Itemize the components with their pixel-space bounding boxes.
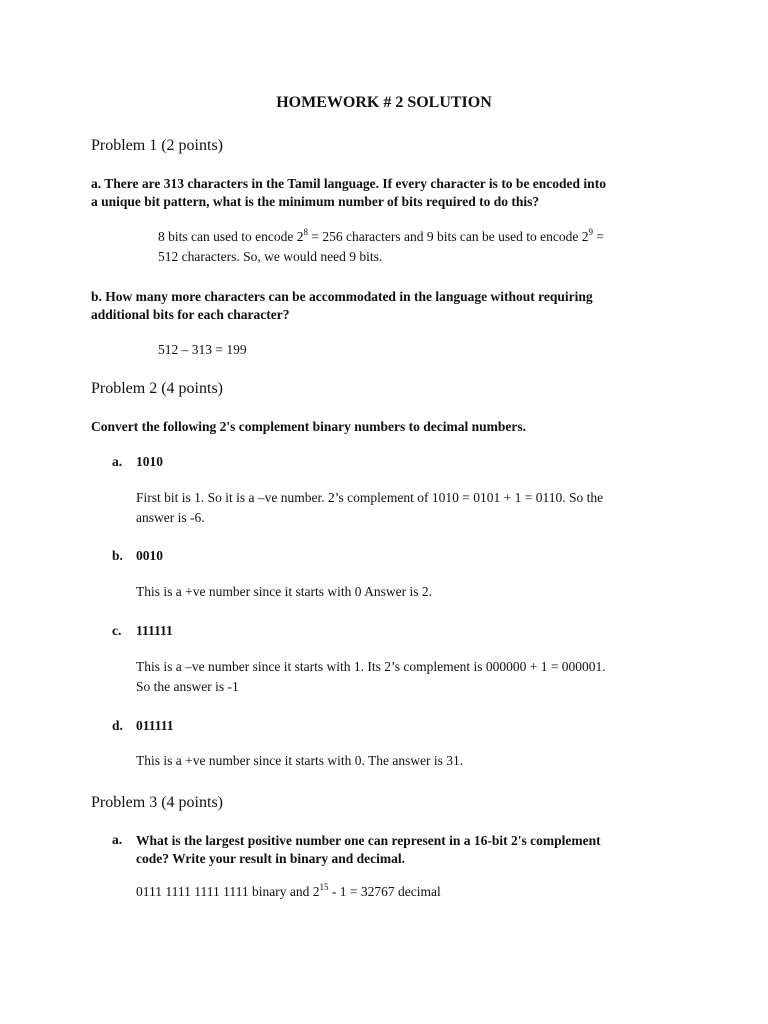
problem-3a-answer bbox=[136, 882, 681, 902]
binary-value: 0010 bbox=[136, 548, 163, 563]
problem-1a-answer bbox=[158, 227, 678, 267]
problem-3a-question bbox=[136, 832, 676, 868]
item-answer bbox=[136, 657, 681, 697]
list-marker: a. bbox=[112, 454, 123, 469]
answer-line: This is a +ve number since it starts with 0 Answer is 2. bbox=[136, 584, 432, 599]
question-line: a unique bit pattern, what is the minimum number of bits required to do this? bbox=[91, 194, 540, 209]
answer-line: So the answer is -1 bbox=[136, 679, 239, 694]
problem-2-instruction: Convert the following 2's complement binary numbers to decimal numbers. bbox=[91, 419, 526, 434]
item-answer bbox=[136, 582, 681, 602]
page-title: HOMEWORK # 2 SOLUTION bbox=[276, 94, 492, 111]
answer-line bbox=[136, 882, 681, 902]
problem-3-heading: Problem 3 (4 points) bbox=[91, 794, 223, 811]
question-line: What is the largest positive number one can represent in a 16-bit 2's complement bbox=[136, 833, 601, 848]
answer-line: This is a –ve number since it starts with 1. Its 2’s complement is 000000 + 1 = 000001. bbox=[136, 659, 606, 674]
answer-line: This is a +ve number since it starts with 0. The answer is 31. bbox=[136, 753, 464, 768]
answer-text: - 1 = 32767 decimal bbox=[328, 884, 441, 899]
problem-1b-question bbox=[91, 288, 691, 324]
problem-2-heading: Problem 2 (4 points) bbox=[91, 380, 223, 397]
list-marker: b. bbox=[112, 548, 123, 563]
item-answer bbox=[136, 751, 681, 771]
answer-line: 512 characters. So, we would need 9 bits. bbox=[158, 249, 383, 264]
question-line: a. There are 313 characters in the Tamil language. If every character is to be encoded into bbox=[91, 176, 606, 191]
answer-text: = bbox=[592, 229, 604, 244]
binary-value: 111111 bbox=[136, 623, 173, 638]
answer-line: answer is -6. bbox=[136, 510, 205, 525]
list-marker: c. bbox=[112, 623, 122, 638]
answer-line: First bit is 1. So it is a –ve number. 2’s complement of 1010 = 0101 + 1 = 0110. So the bbox=[136, 490, 604, 505]
exponent: 8 bbox=[303, 227, 308, 237]
item-answer bbox=[136, 488, 681, 528]
answer-text: = 256 characters and 9 bits can be used to encode 2 bbox=[307, 229, 589, 244]
answer-text: 0111 1111 1111 1111 binary and 2 bbox=[136, 884, 320, 899]
problem-1-heading: Problem 1 (2 points) bbox=[91, 137, 223, 154]
binary-value: 011111 bbox=[136, 718, 174, 733]
problem-1a-question bbox=[91, 175, 691, 211]
answer-line bbox=[158, 227, 678, 247]
question-line: b. How many more characters can be accommodated in the language without requiring bbox=[91, 289, 593, 304]
question-line: additional bits for each character? bbox=[91, 307, 290, 322]
answer-text: 8 bits can used to encode 2 bbox=[158, 229, 304, 244]
list-marker: d. bbox=[112, 718, 123, 733]
problem-1b-answer: 512 – 313 = 199 bbox=[158, 342, 247, 357]
binary-value: 1010 bbox=[136, 454, 163, 469]
question-line: code? Write your result in binary and decimal. bbox=[136, 851, 406, 866]
exponent: 9 bbox=[588, 227, 593, 237]
list-marker: a. bbox=[112, 832, 123, 847]
exponent: 15 bbox=[319, 882, 329, 892]
